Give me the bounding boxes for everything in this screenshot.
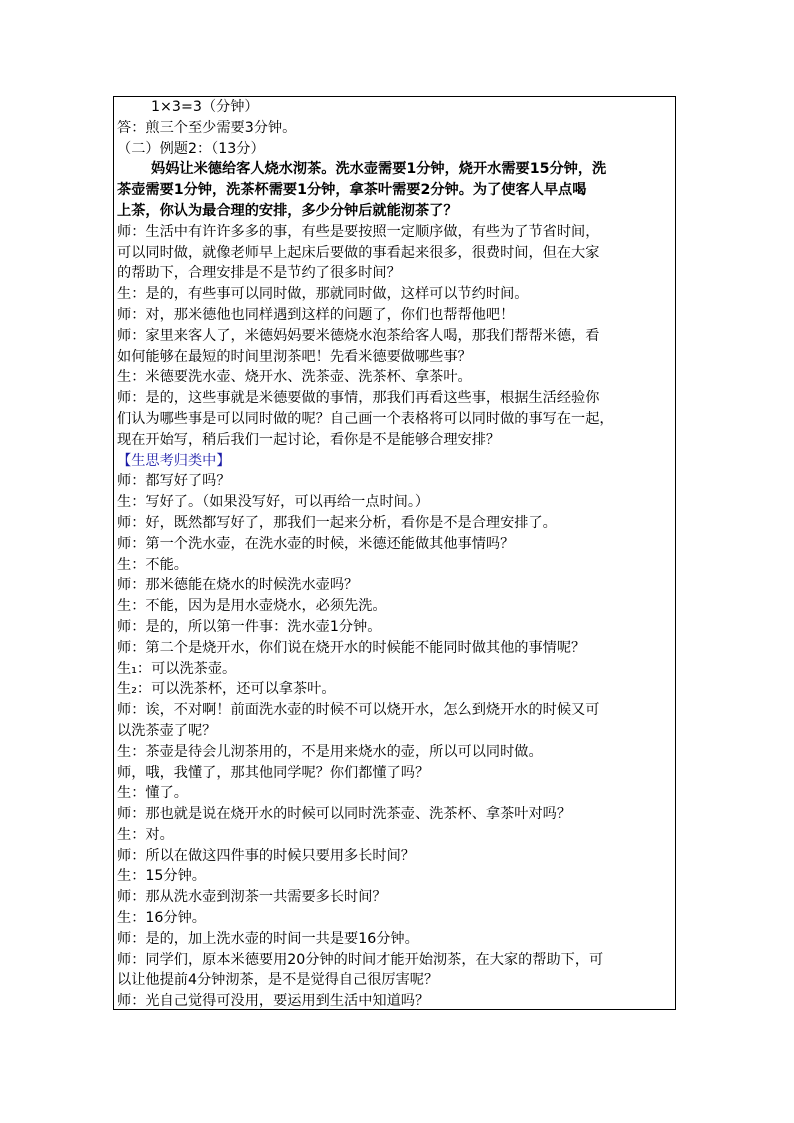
activity-note: 【生思考归类中】 [117, 452, 231, 469]
dialogue-line: 生：16分钟。 [117, 910, 206, 927]
dialogue-line: 可以同时做，就像老师早上起床后要做的事看起来很多，很费时间，但在大家 [117, 244, 600, 261]
dialogue-line: 师：那也就是说在烧开水的时候可以同时洗茶壶、洗茶杯、拿茶叶对吗？ [117, 806, 572, 823]
dialogue-line: 师：光自己觉得可没用，要运用到生活中知道吗？ [117, 993, 430, 1010]
dialogue-line: 生：茶壶是待会儿沏茶用的，不是用来烧水的壶，所以可以同时做。 [117, 743, 543, 760]
problem-text: 上茶，你认为最合理的安排，多少分钟后就能沏茶了？ [117, 202, 458, 219]
dialogue-line: 师：同学们，原本米德要用20分钟的时间才能开始沏茶，在大家的帮助下，可 [117, 951, 604, 968]
dialogue-line: 生₂：可以洗茶杯，还可以拿茶叶。 [117, 681, 336, 698]
dialogue-line: 师：那米德能在烧水的时候洗水壶吗？ [117, 577, 359, 594]
dialogue-line: 生：写好了。（如果没写好，可以再给一点时间。） [117, 494, 430, 511]
dialogue-line: 师：是的，所以第一件事：洗水壶1分钟。 [117, 618, 382, 635]
section-heading: （二）例题2：（13分） [117, 140, 265, 157]
dialogue-line: 师：第二个是烧开水，你们说在烧开水的时候能不能同时做其他的事情呢？ [117, 639, 586, 656]
dialogue-line: 生₁：可以洗茶壶。 [117, 660, 237, 677]
dialogue-line: 生：对。 [117, 826, 174, 843]
dialogue-line: 师：都写好了吗？ [117, 473, 231, 490]
dialogue-line: 生：米德要洗水壶、烧开水、洗茶壶、洗茶杯、拿茶叶。 [117, 369, 472, 386]
document-body [117, 97, 674, 1012]
dialogue-line: 师：所以在做这四件事的时候只要用多长时间？ [117, 847, 415, 864]
dialogue-line: 的帮助下，合理安排是不是节约了很多时间？ [117, 265, 401, 282]
dialogue-line: 师：家里来客人了，米德妈妈要米德烧水泡茶给客人喝，那我们帮帮米德，看 [117, 327, 600, 344]
text-line: 1×3=3（分钟） [151, 99, 259, 115]
dialogue-line: 生：15分钟。 [117, 868, 206, 885]
dialogue-line: 生：不能。 [117, 556, 188, 573]
dialogue-line: 们认为哪些事是可以同时做的呢？自己画一个表格将可以同时做的事写在一起， [117, 410, 614, 427]
problem-text: 茶壶需要1分钟，洗茶杯需要1分钟，拿茶叶需要2分钟。为了使客人早点喝 [117, 182, 587, 199]
dialogue-line: 如何能够在最短的时间里沏茶吧！先看米德要做哪些事？ [117, 348, 472, 365]
dialogue-line: 师：生活中有许许多多的事，有些是要按照一定顺序做，有些为了节省时间， [117, 223, 600, 240]
problem-text: 妈妈让米德给客人烧水沏茶。洗水壶需要1分钟，烧开水需要15分钟，洗 [151, 161, 607, 178]
dialogue-line: 现在开始写，稍后我们一起讨论，看你是不是能够合理安排？ [117, 431, 501, 448]
text-line: 答：煎三个至少需要3分钟。 [117, 119, 297, 136]
dialogue-line: 以洗茶壶了呢？ [117, 722, 217, 739]
dialogue-line: 师：是的，加上洗水壶的时间一共是要16分钟。 [117, 930, 419, 947]
dialogue-line: 师：好，既然都写好了，那我们一起来分析，看你是不是合理安排了。 [117, 514, 557, 531]
dialogue-line: 师：那从洗水壶到沏茶一共需要多长时间？ [117, 889, 387, 906]
dialogue-line: 生：不能，因为是用水壶烧水，必须先洗。 [117, 598, 387, 615]
dialogue-line: 生：懂了。 [117, 785, 188, 802]
dialogue-line: 师：对，那米德他也同样遇到这样的问题了，你们也帮帮他吧！ [117, 306, 515, 323]
dialogue-line: 师，哦，我懂了，那其他同学呢？你们都懂了吗？ [117, 764, 430, 781]
dialogue-line: 师：是的，这些事就是米德要做的事情，那我们再看这些事，根据生活经验你 [117, 390, 600, 407]
dialogue-line: 以让他提前4分钟沏茶，是不是觉得自己很厉害呢？ [117, 972, 439, 989]
dialogue-line: 师：诶，不对啊！前面洗水壶的时候不可以烧开水，怎么到烧开水的时候又可 [117, 702, 600, 719]
dialogue-line: 生：是的，有些事可以同时做，那就同时做，这样可以节约时间。 [117, 286, 529, 303]
dialogue-line: 师：第一个洗水壶，在洗水壶的时候，米德还能做其他事情吗？ [117, 535, 515, 552]
